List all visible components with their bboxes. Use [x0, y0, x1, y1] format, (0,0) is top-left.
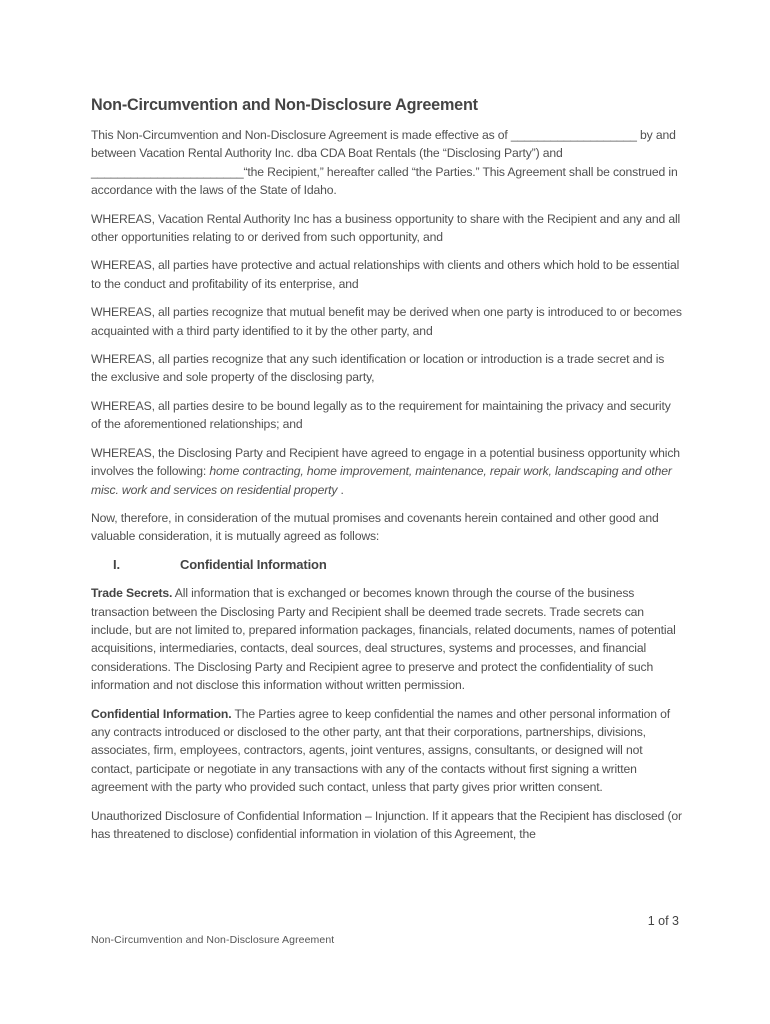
whereas-business-prefix: WHEREAS, the Disclosing Party and Recipient have agreed to engage in a potential business opportunity which involves the following:	[91, 445, 680, 479]
whereas-business-paragraph	[91, 444, 683, 499]
section-number: I.	[113, 556, 120, 572]
document-title: Non-Circumvention and Non-Disclosure Agreement	[91, 96, 478, 114]
whereas-paragraph: WHEREAS, Vacation Rental Authority Inc has a business opportunity to share with the Recipient and any and all other opportunities relating to or derived from such opportunity, and	[91, 211, 681, 245]
business-scope-text: home contracting, home improvement, maintenance, repair work, landscaping and other misc. work and services on residential property	[91, 464, 672, 497]
trade-secrets-paragraph	[91, 584, 683, 694]
whereas-paragraph: WHEREAS, all parties have protective and actual relationships with clients and others which hold to be essential to the conduct and profitability of its enterprise, and	[91, 258, 680, 291]
whereas-paragraph: WHEREAS, all parties desire to be bound legally as to the requirement for maintaining the privacy and security of the aforementioned relationships; and	[91, 398, 671, 432]
now-therefore-paragraph: Now, therefore, in consideration of the mutual promises and covenants herein contained and other good and valuable consideration, it is mutually agreed as follows:	[91, 510, 659, 544]
whereas-paragraph: WHEREAS, all parties recognize that any such identification or location or introduction is a trade secret and is the exclusive and sole property of the disclosing party,	[91, 352, 665, 385]
page-footer: Non-Circumvention and Non-Disclosure Agreement	[91, 934, 335, 946]
confidential-information-body: The Parties agree to keep confidential the names and other personal information of any contracts introduced or disclosed to the other party, ant that their corporations, partnerships, divisions, associates, firm, employees, contractors, agents, joint ventures, assigns, consultants, or designed will not contact, participate or negotiate in any transactions with any of the contacts without first signing a written agreement with the party who provided such contact, unless that party gives prior written consent.	[91, 706, 671, 795]
document-body	[91, 94, 683, 853]
page-number: 1 of 3	[647, 914, 679, 928]
whereas-business-suffix: .	[337, 482, 344, 497]
trade-secrets-lead: Trade Secrets.	[91, 586, 173, 601]
confidential-information-lead: Confidential Information.	[91, 706, 232, 721]
section-title: Confidential Information	[180, 556, 327, 572]
whereas-paragraph: WHEREAS, all parties recognize that mutual benefit may be derived when one party is introduced to or becomes acquainted with a third party identified to it by the other party, and	[91, 305, 682, 338]
confidential-information-paragraph	[91, 705, 683, 797]
unauthorized-disclosure-paragraph: Unauthorized Disclosure of Confidential Information – Injunction. If it appears that the Recipient has disclosed (or has threatened to disclose) confidential information in violation of this Agreement, the	[91, 808, 682, 841]
trade-secrets-body: All information that is exchanged or becomes known through the course of the business transaction between the Disclosing Party and Recipient shall be deemed trade secrets. Trade secrets can include, but are not limited to, prepared information packages, financials, related documents, names of potential acquisitions, intermediaries, contacts, deal sources, deal structures, systems and processes, and financial considerations. The Disclosing Party and Recipient agree to preserve and protect the confidentiality of such information and not disclose this information without written permission.	[91, 586, 676, 693]
intro-paragraph: This Non-Circumvention and Non-Disclosure Agreement is made effective as of ___________________ by and between Vacation Rental Authority Inc. dba CDA Boat Rentals (the “Disclosing Party”) and _______________________“the Recipient,” hereafter called “the Parties.” This Agreement shall be construed in accordance with the laws of the State of Idaho.	[91, 128, 678, 198]
section-heading	[91, 556, 683, 574]
